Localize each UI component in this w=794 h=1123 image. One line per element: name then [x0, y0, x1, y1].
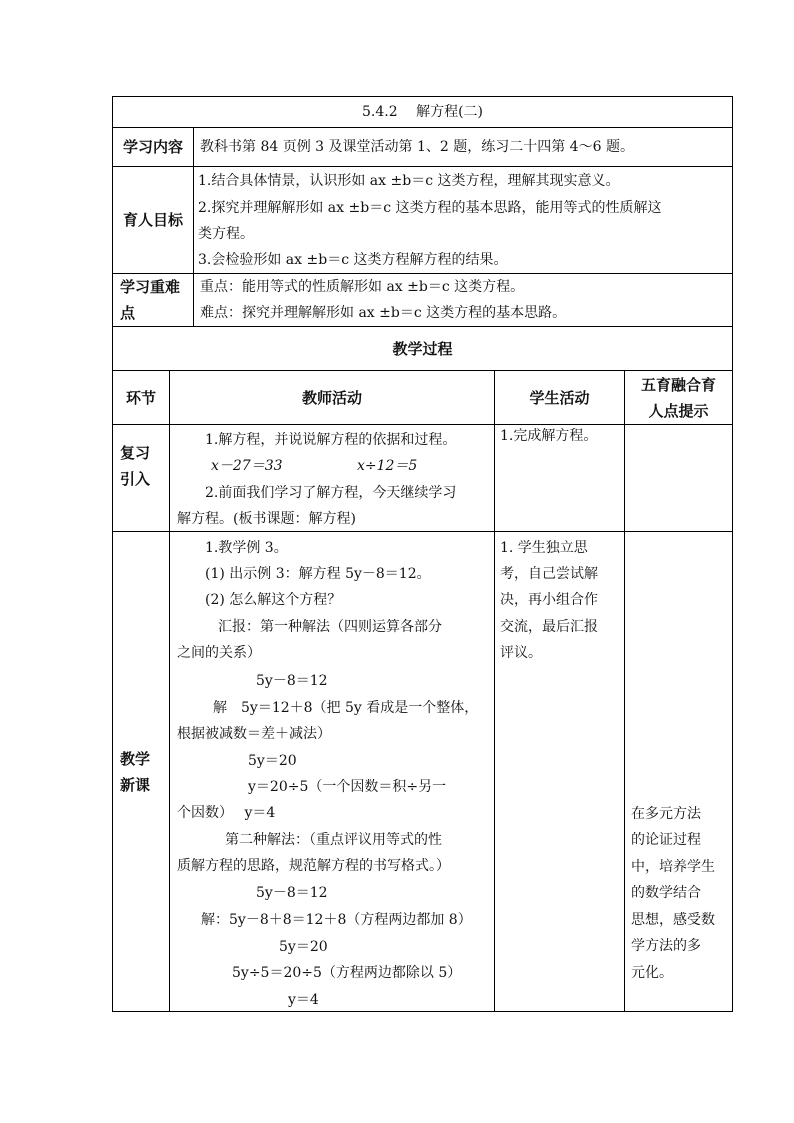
table-border-right [732, 96, 733, 1012]
table-border-bottom [112, 1011, 733, 1012]
keypoints-label: 点 [120, 304, 136, 322]
newlesson-teacher-line: 质解方程的思路，规范解方程的书写格式。） [177, 858, 450, 874]
header-stage: 环节 [125, 389, 156, 407]
newlesson-tip-line: 思想，感受数 [631, 912, 715, 928]
newlesson-teacher-line: 5y＝20 [248, 753, 297, 769]
review-teacher-line: 2.前面我们学习了解方程，今天继续学习 [205, 485, 457, 501]
col-divider [624, 370, 625, 1011]
newlesson-teacher-line: 5y－8＝12 [256, 673, 328, 689]
review-teacher-line: 解方程。(板书课题：解方程) [177, 511, 356, 527]
header-teacher: 教师活动 [301, 389, 362, 407]
keypoint-line: 难点：探究并理解解形如 ax ±b＝c 这类方程的基本思路。 [200, 305, 567, 321]
review-student: 1.完成解方程。 [500, 428, 598, 444]
newlesson-teacher-line: 5y＝20 [279, 939, 328, 955]
newlesson-teacher-line: y＝4 [288, 992, 319, 1008]
newlesson-tip-line: 元化。 [631, 965, 673, 981]
newlesson-tip-line: 学方法的多 [631, 938, 701, 954]
lesson-title: 5.4.2 解方程(二) [362, 104, 483, 120]
newlesson-teacher-line: y＝20÷5（一个因数＝积÷另一 [248, 779, 447, 795]
newlesson-teacher-line: 根据被减数＝差＋减法） [177, 726, 331, 742]
table-border-left [112, 96, 113, 1012]
row-divider [112, 424, 733, 425]
goal-line: 2.探究并理解解形如 ax ±b＝c 这类方程的基本思路，能用等式的性质解这 [198, 200, 662, 216]
content-label: 学习内容 [122, 138, 183, 156]
keypoints-label: 学习重难 [120, 278, 181, 296]
newlesson-student-line: 1. 学生独立思 [500, 540, 588, 556]
review-teacher-line: 1.解方程，并说说解方程的依据和过程。 [205, 432, 457, 448]
header-tips: 人点提示 [648, 402, 709, 420]
newlesson-teacher-line: 解 5y＝12＋8（把 5y 看成是一个整体， [213, 700, 479, 716]
header-student: 学生活动 [529, 389, 590, 407]
newlesson-teacher-line: 解：5y－8＋8＝12＋8（方程两边都加 8） [201, 912, 472, 928]
col-divider [169, 370, 170, 1011]
newlesson-teacher-line: 第二种解法：（重点评议用等式的性 [225, 832, 442, 848]
newlesson-student-line: 交流，最后汇报 [500, 619, 598, 635]
goal-line: 类方程。 [198, 226, 254, 242]
newlesson-stage: 教学 [120, 750, 151, 768]
process-title: 教学过程 [392, 340, 453, 358]
review-stage: 引入 [120, 470, 151, 488]
newlesson-teacher-line: 个因数） y＝4 [177, 805, 276, 821]
review-teacher-line: x－27＝33 x÷12＝5 [211, 458, 418, 474]
newlesson-tip-line: 在多元方法 [631, 806, 701, 822]
col-divider [193, 127, 194, 326]
newlesson-tip-line: 的论证过程 [631, 832, 701, 848]
newlesson-teacher-line: (1) 出示例 3：解方程 5y－8＝12。 [205, 566, 431, 582]
newlesson-teacher-line: 之间的关系） [177, 645, 261, 661]
newlesson-teacher-line: 1.教学例 3。 [205, 540, 288, 556]
goal-line: 1.结合具体情景，认识形如 ax ±b＝c 这类方程，理解其现实意义。 [198, 173, 620, 189]
newlesson-tip-line: 中，培养学生 [631, 859, 715, 875]
col-divider [494, 370, 495, 1011]
row-divider [112, 326, 733, 327]
newlesson-student-line: 评议。 [500, 645, 542, 661]
review-stage: 复习 [120, 444, 151, 462]
row-divider [112, 127, 733, 128]
newlesson-teacher-line: 5y÷5＝20÷5（方程两边都除以 5） [232, 965, 462, 981]
keypoint-line: 重点：能用等式的性质解形如 ax ±b＝c 这类方程。 [200, 279, 525, 295]
goal-line: 3.会检验形如 ax ±b＝c 这类方程解方程的结果。 [198, 252, 508, 268]
row-divider [112, 370, 733, 371]
table-border-top [112, 96, 733, 97]
header-tips: 五育融合育 [640, 376, 716, 394]
newlesson-stage: 新课 [120, 776, 151, 794]
goals-label: 育人目标 [122, 211, 183, 229]
newlesson-student-line: 决，再小组合作 [500, 592, 598, 608]
newlesson-student-line: 考，自己尝试解 [500, 566, 598, 582]
newlesson-tip-line: 的数学结合 [631, 885, 701, 901]
row-divider [112, 166, 733, 167]
newlesson-teacher-line: 5y－8＝12 [256, 885, 328, 901]
newlesson-teacher-line: 汇报：第一种解法（四则运算各部分 [218, 619, 442, 635]
newlesson-teacher-line: (2) 怎么解这个方程？ [205, 592, 342, 608]
content-text: 教科书第 84 页例 3 及课堂活动第 1、2 题，练习二十四第 4～6 题。 [200, 139, 634, 155]
